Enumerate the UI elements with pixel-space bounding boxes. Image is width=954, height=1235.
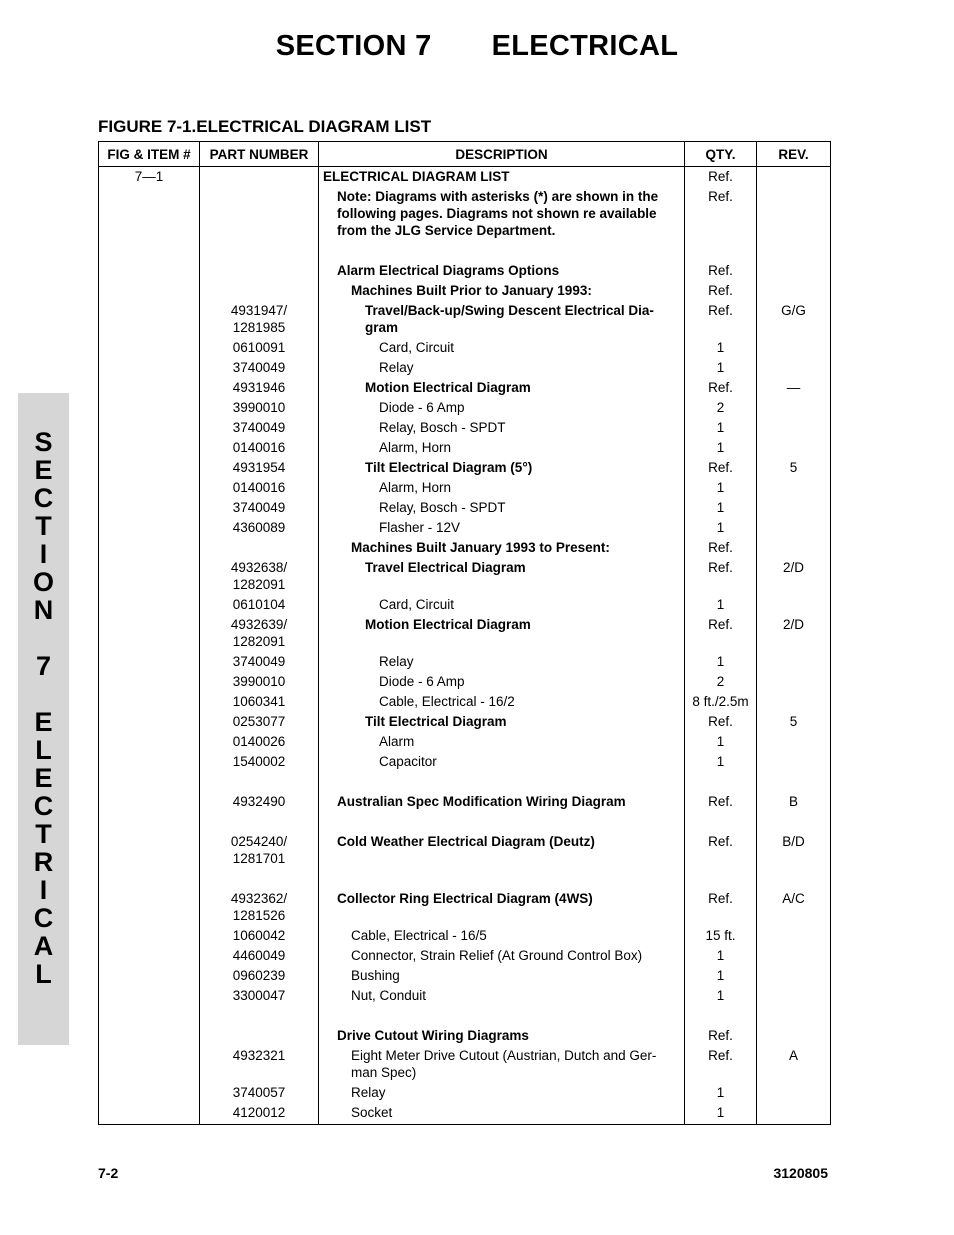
description-cell: Machines Built January 1993 to Present: bbox=[319, 538, 685, 558]
qty-cell: 1 bbox=[685, 518, 757, 538]
rev-cell bbox=[757, 672, 831, 692]
part-number-cell: 4932362/ 1281526 bbox=[200, 869, 319, 926]
side-tab-letter: I bbox=[39, 875, 48, 905]
qty-cell: Ref. bbox=[685, 615, 757, 652]
table-row bbox=[99, 558, 831, 595]
part-number-cell bbox=[200, 241, 319, 281]
description-cell: Card, Circuit bbox=[319, 338, 685, 358]
fig-item-cell bbox=[99, 986, 200, 1006]
table-row bbox=[99, 1103, 831, 1125]
description-cell: Note: Diagrams with asterisks (*) are shown in the following pages. Diagrams not shown re available from the JLG Service Department. bbox=[319, 187, 685, 241]
description-cell: Bushing bbox=[319, 966, 685, 986]
part-number-cell: 3740049 bbox=[200, 652, 319, 672]
fig-item-cell bbox=[99, 241, 200, 281]
description-cell: Relay bbox=[319, 358, 685, 378]
table-row bbox=[99, 378, 831, 398]
figure-title: FIGURE 7-1.ELECTRICAL DIAGRAM LIST bbox=[98, 117, 432, 136]
side-tab-letter: I bbox=[39, 539, 48, 569]
part-number-cell bbox=[200, 538, 319, 558]
fig-item-cell bbox=[99, 1006, 200, 1046]
part-number-cell bbox=[200, 281, 319, 301]
part-number-cell: 3300047 bbox=[200, 986, 319, 1006]
rev-cell bbox=[757, 946, 831, 966]
qty-cell: 1 bbox=[685, 1083, 757, 1103]
description-cell: Relay bbox=[319, 652, 685, 672]
part-number-cell: 3740049 bbox=[200, 418, 319, 438]
qty-cell: 1 bbox=[685, 358, 757, 378]
rev-cell bbox=[757, 518, 831, 538]
table-header-row bbox=[99, 142, 831, 167]
description-cell: Australian Spec Modification Wiring Diagram bbox=[319, 772, 685, 812]
qty-cell: 1 bbox=[685, 966, 757, 986]
qty-cell: Ref. bbox=[685, 869, 757, 926]
table-row bbox=[99, 1046, 831, 1083]
rev-cell bbox=[757, 538, 831, 558]
header-rev: REV. bbox=[757, 142, 831, 167]
table-row bbox=[99, 418, 831, 438]
table-row bbox=[99, 615, 831, 652]
rev-cell: 2/D bbox=[757, 615, 831, 652]
qty-cell: 2 bbox=[685, 398, 757, 418]
part-number-cell: 4931954 bbox=[200, 458, 319, 478]
qty-cell: Ref. bbox=[685, 538, 757, 558]
table-row bbox=[99, 692, 831, 712]
rev-cell bbox=[757, 418, 831, 438]
side-tab-letter: C bbox=[33, 483, 54, 513]
qty-cell: Ref. bbox=[685, 458, 757, 478]
part-number-cell: 3740049 bbox=[200, 358, 319, 378]
rev-cell bbox=[757, 692, 831, 712]
fig-item-cell bbox=[99, 498, 200, 518]
part-number-cell: 0140016 bbox=[200, 478, 319, 498]
part-number-cell bbox=[200, 1006, 319, 1046]
qty-cell: 1 bbox=[685, 595, 757, 615]
qty-cell: Ref. bbox=[685, 301, 757, 338]
part-number-cell: 1540002 bbox=[200, 752, 319, 772]
page-number: 7-2 bbox=[98, 1165, 119, 1181]
qty-cell: Ref. bbox=[685, 712, 757, 732]
fig-item-cell bbox=[99, 615, 200, 652]
qty-cell: 1 bbox=[685, 478, 757, 498]
rev-cell bbox=[757, 187, 831, 241]
qty-cell: 8 ft./2.5m bbox=[685, 692, 757, 712]
part-number-cell: 3740049 bbox=[200, 498, 319, 518]
part-number-cell: 4932638/ 1282091 bbox=[200, 558, 319, 595]
table-row bbox=[99, 595, 831, 615]
rev-cell: B/D bbox=[757, 812, 831, 869]
qty-cell: 1 bbox=[685, 946, 757, 966]
rev-cell: 2/D bbox=[757, 558, 831, 595]
qty-cell: 1 bbox=[685, 1103, 757, 1125]
rev-cell bbox=[757, 752, 831, 772]
table-row bbox=[99, 498, 831, 518]
part-number-cell: 4932321 bbox=[200, 1046, 319, 1083]
table-row bbox=[99, 1083, 831, 1103]
table-row bbox=[99, 869, 831, 926]
side-tab-letter: 7 bbox=[35, 651, 52, 681]
part-number-cell: 4932490 bbox=[200, 772, 319, 812]
fig-item-cell bbox=[99, 672, 200, 692]
description-cell: Travel Electrical Diagram bbox=[319, 558, 685, 595]
fig-item-cell bbox=[99, 558, 200, 595]
description-cell: Alarm bbox=[319, 732, 685, 752]
description-cell: Machines Built Prior to January 1993: bbox=[319, 281, 685, 301]
rev-cell: — bbox=[757, 378, 831, 398]
fig-item-cell bbox=[99, 478, 200, 498]
fig-item-cell bbox=[99, 301, 200, 338]
rev-cell bbox=[757, 986, 831, 1006]
section-side-tab bbox=[18, 393, 69, 1045]
part-number-cell bbox=[200, 187, 319, 241]
fig-item-cell bbox=[99, 1083, 200, 1103]
rev-cell bbox=[757, 241, 831, 281]
qty-cell: 1 bbox=[685, 418, 757, 438]
table-row bbox=[99, 301, 831, 338]
part-number-cell: 4931947/ 1281985 bbox=[200, 301, 319, 338]
qty-cell: Ref. bbox=[685, 281, 757, 301]
part-number-cell: 0610091 bbox=[200, 338, 319, 358]
rev-cell: 5 bbox=[757, 712, 831, 732]
header-qty: QTY. bbox=[685, 142, 757, 167]
header-description: DESCRIPTION bbox=[319, 142, 685, 167]
rev-cell bbox=[757, 926, 831, 946]
description-cell: Motion Electrical Diagram bbox=[319, 615, 685, 652]
fig-item-cell bbox=[99, 398, 200, 418]
fig-item-cell bbox=[99, 358, 200, 378]
table-row bbox=[99, 458, 831, 478]
side-tab-letter: E bbox=[34, 707, 53, 737]
part-number-cell: 4932639/ 1282091 bbox=[200, 615, 319, 652]
table-row bbox=[99, 926, 831, 946]
table-row bbox=[99, 712, 831, 732]
table-row bbox=[99, 812, 831, 869]
section-number: SECTION 7 bbox=[275, 30, 432, 62]
qty-cell: Ref. bbox=[685, 1006, 757, 1046]
fig-item-cell bbox=[99, 712, 200, 732]
side-tab-letter: R bbox=[33, 847, 54, 877]
description-cell: Eight Meter Drive Cutout (Austrian, Dutch and Ger-man Spec) bbox=[319, 1046, 685, 1083]
fig-item-cell bbox=[99, 926, 200, 946]
table-row bbox=[99, 772, 831, 812]
fig-item-cell bbox=[99, 1103, 200, 1125]
rev-cell: 5 bbox=[757, 458, 831, 478]
section-title bbox=[0, 30, 954, 63]
header-part-number: PART NUMBER bbox=[200, 142, 319, 167]
table-row bbox=[99, 652, 831, 672]
rev-cell: A bbox=[757, 1046, 831, 1083]
rev-cell: B bbox=[757, 772, 831, 812]
fig-item-cell bbox=[99, 752, 200, 772]
fig-item-cell bbox=[99, 652, 200, 672]
description-cell: Relay, Bosch - SPDT bbox=[319, 498, 685, 518]
description-cell: Tilt Electrical Diagram (5°) bbox=[319, 458, 685, 478]
table-row bbox=[99, 518, 831, 538]
rev-cell bbox=[757, 281, 831, 301]
fig-item-cell bbox=[99, 458, 200, 478]
description-cell: Flasher - 12V bbox=[319, 518, 685, 538]
table-row bbox=[99, 752, 831, 772]
rev-cell bbox=[757, 338, 831, 358]
rev-cell bbox=[757, 398, 831, 418]
qty-cell: Ref. bbox=[685, 378, 757, 398]
rev-cell: G/G bbox=[757, 301, 831, 338]
part-number-cell: 3740057 bbox=[200, 1083, 319, 1103]
table-row bbox=[99, 672, 831, 692]
side-tab-letter: T bbox=[35, 819, 52, 849]
fig-item-cell bbox=[99, 438, 200, 458]
section-name: ELECTRICAL bbox=[491, 30, 679, 62]
description-cell: Relay, Bosch - SPDT bbox=[319, 418, 685, 438]
part-number-cell: 4931946 bbox=[200, 378, 319, 398]
table-row bbox=[99, 281, 831, 301]
qty-cell: Ref. bbox=[685, 558, 757, 595]
table-row bbox=[99, 538, 831, 558]
description-cell: Cable, Electrical - 16/5 bbox=[319, 926, 685, 946]
description-cell: Motion Electrical Diagram bbox=[319, 378, 685, 398]
fig-item-cell bbox=[99, 812, 200, 869]
qty-cell: 15 ft. bbox=[685, 926, 757, 946]
rev-cell bbox=[757, 167, 831, 188]
header-fig-item: FIG & ITEM # bbox=[99, 142, 200, 167]
qty-cell: 1 bbox=[685, 438, 757, 458]
description-cell: Capacitor bbox=[319, 752, 685, 772]
rev-cell bbox=[757, 358, 831, 378]
description-cell: Card, Circuit bbox=[319, 595, 685, 615]
fig-item-cell bbox=[99, 946, 200, 966]
description-cell: Alarm, Horn bbox=[319, 438, 685, 458]
qty-cell: Ref. bbox=[685, 772, 757, 812]
side-tab-letter: S bbox=[34, 427, 53, 457]
qty-cell: 1 bbox=[685, 732, 757, 752]
rev-cell: A/C bbox=[757, 869, 831, 926]
side-tab-letter: L bbox=[35, 959, 52, 989]
rev-cell bbox=[757, 1006, 831, 1046]
description-cell: Alarm, Horn bbox=[319, 478, 685, 498]
part-number-cell: 4120012 bbox=[200, 1103, 319, 1125]
fig-item-cell bbox=[99, 966, 200, 986]
table-row bbox=[99, 187, 831, 241]
document-number: 3120805 bbox=[773, 1165, 828, 1181]
description-cell: Travel/Back-up/Swing Descent Electrical Dia-gram bbox=[319, 301, 685, 338]
fig-item-cell bbox=[99, 187, 200, 241]
side-tab-letter: L bbox=[35, 735, 52, 765]
qty-cell: 1 bbox=[685, 338, 757, 358]
description-cell: Socket bbox=[319, 1103, 685, 1125]
qty-cell: Ref. bbox=[685, 187, 757, 241]
table-row bbox=[99, 167, 831, 188]
description-cell: Collector Ring Electrical Diagram (4WS) bbox=[319, 869, 685, 926]
table-row bbox=[99, 478, 831, 498]
fig-item-cell bbox=[99, 692, 200, 712]
part-number-cell: 0610104 bbox=[200, 595, 319, 615]
description-cell: Connector, Strain Relief (At Ground Control Box) bbox=[319, 946, 685, 966]
part-number-cell: 0140026 bbox=[200, 732, 319, 752]
rev-cell bbox=[757, 478, 831, 498]
table-row bbox=[99, 732, 831, 752]
table-row bbox=[99, 358, 831, 378]
part-number-cell: 4460049 bbox=[200, 946, 319, 966]
qty-cell: Ref. bbox=[685, 812, 757, 869]
part-number-cell: 0254240/ 1281701 bbox=[200, 812, 319, 869]
parts-table bbox=[98, 141, 831, 1125]
rev-cell bbox=[757, 595, 831, 615]
description-cell: ELECTRICAL DIAGRAM LIST bbox=[319, 167, 685, 188]
qty-cell: 1 bbox=[685, 498, 757, 518]
part-number-cell: 1060042 bbox=[200, 926, 319, 946]
rev-cell bbox=[757, 1103, 831, 1125]
table-row bbox=[99, 241, 831, 281]
table-row bbox=[99, 398, 831, 418]
fig-item-cell bbox=[99, 1046, 200, 1083]
table-row bbox=[99, 946, 831, 966]
qty-cell: 1 bbox=[685, 652, 757, 672]
description-cell: Tilt Electrical Diagram bbox=[319, 712, 685, 732]
fig-item-cell bbox=[99, 869, 200, 926]
description-cell: Alarm Electrical Diagrams Options bbox=[319, 241, 685, 281]
part-number-cell: 3990010 bbox=[200, 672, 319, 692]
description-cell: Drive Cutout Wiring Diagrams bbox=[319, 1006, 685, 1046]
rev-cell bbox=[757, 438, 831, 458]
table-row bbox=[99, 1006, 831, 1046]
part-number-cell bbox=[200, 167, 319, 188]
fig-item-cell bbox=[99, 732, 200, 752]
qty-cell: Ref. bbox=[685, 1046, 757, 1083]
part-number-cell: 0253077 bbox=[200, 712, 319, 732]
qty-cell: 1 bbox=[685, 752, 757, 772]
fig-item-cell: 7—1 bbox=[99, 167, 200, 188]
part-number-cell: 0140016 bbox=[200, 438, 319, 458]
side-tab-letter: T bbox=[35, 511, 52, 541]
fig-item-cell bbox=[99, 518, 200, 538]
qty-cell: Ref. bbox=[685, 241, 757, 281]
side-tab-letter: O bbox=[32, 567, 54, 597]
table-body bbox=[99, 167, 831, 1125]
rev-cell bbox=[757, 652, 831, 672]
rev-cell bbox=[757, 498, 831, 518]
description-cell: Nut, Conduit bbox=[319, 986, 685, 1006]
rev-cell bbox=[757, 1083, 831, 1103]
description-cell: Relay bbox=[319, 1083, 685, 1103]
part-number-cell: 0960239 bbox=[200, 966, 319, 986]
table-row bbox=[99, 338, 831, 358]
side-tab-letter: E bbox=[34, 763, 53, 793]
qty-cell: 2 bbox=[685, 672, 757, 692]
fig-item-cell bbox=[99, 538, 200, 558]
table-row bbox=[99, 986, 831, 1006]
part-number-cell: 4360089 bbox=[200, 518, 319, 538]
rev-cell bbox=[757, 732, 831, 752]
part-number-cell: 3990010 bbox=[200, 398, 319, 418]
description-cell: Cold Weather Electrical Diagram (Deutz) bbox=[319, 812, 685, 869]
fig-item-cell bbox=[99, 772, 200, 812]
qty-cell: 1 bbox=[685, 986, 757, 1006]
side-tab-letter: C bbox=[33, 903, 54, 933]
description-cell: Diode - 6 Amp bbox=[319, 672, 685, 692]
description-cell: Cable, Electrical - 16/2 bbox=[319, 692, 685, 712]
qty-cell: Ref. bbox=[685, 167, 757, 188]
fig-item-cell bbox=[99, 418, 200, 438]
fig-item-cell bbox=[99, 281, 200, 301]
fig-item-cell bbox=[99, 338, 200, 358]
fig-item-cell bbox=[99, 378, 200, 398]
side-tab-letter: E bbox=[34, 455, 53, 485]
table-row bbox=[99, 438, 831, 458]
side-tab-letter: N bbox=[33, 595, 54, 625]
side-tab-letter: C bbox=[33, 791, 54, 821]
description-cell: Diode - 6 Amp bbox=[319, 398, 685, 418]
table-row bbox=[99, 966, 831, 986]
side-tab-letter: A bbox=[33, 931, 54, 961]
part-number-cell: 1060341 bbox=[200, 692, 319, 712]
rev-cell bbox=[757, 966, 831, 986]
fig-item-cell bbox=[99, 595, 200, 615]
